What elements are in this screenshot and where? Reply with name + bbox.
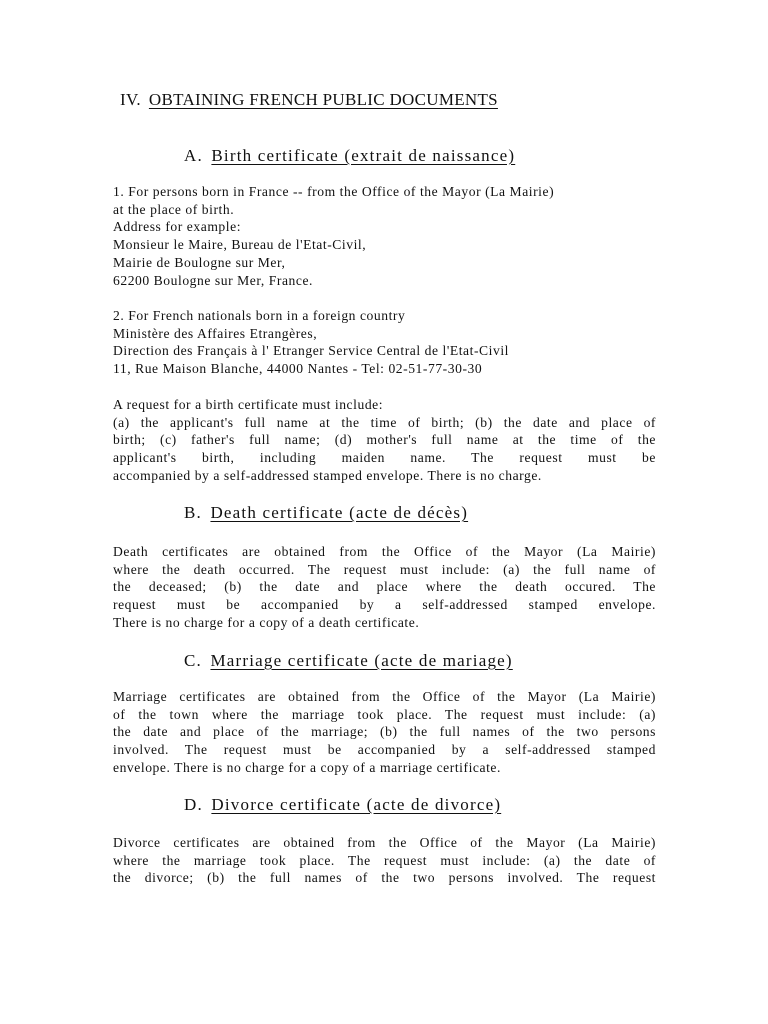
text-line: of the town where the marriage took place. The request must include: (a) — [113, 706, 656, 722]
text-line: where the death occurred. The request must include: (a) the full name of — [113, 561, 656, 577]
title-number: IV. — [120, 90, 141, 109]
section-heading-birth — [184, 146, 515, 166]
text-line: at the place of birth. — [113, 201, 235, 217]
section-heading-text: Marriage certificate (acte de mariage) — [210, 651, 513, 670]
section-heading-death — [184, 503, 468, 523]
text-line: Direction des Français à l' Etranger Service Central de l'Etat-Civil — [113, 343, 509, 359]
text-line: 11, Rue Maison Blanche, 44000 Nantes - Tel: 02-51-77-30-30 — [113, 361, 483, 377]
text-line: Mairie de Boulogne sur Mer, — [113, 254, 286, 270]
text-line: request must be accompanied by a self-addressed stamped envelope. — [113, 597, 656, 613]
divorce-paragraph — [113, 834, 656, 887]
text-line: A request for a birth certificate must include: — [113, 397, 384, 412]
section-heading-text: Divorce certificate (acte de divorce) — [211, 795, 502, 814]
text-line: Death certificates are obtained from the Office of the Mayor (La Mairie) — [113, 544, 656, 559]
text-line: Ministère des Affaires Etrangères, — [113, 325, 318, 341]
text-line: 1. For persons born in France -- from the Office of the Mayor (La Mairie) — [113, 184, 555, 199]
birth-france-paragraph — [113, 183, 656, 289]
text-line: birth; (c) father's full name; (d) mother's full name at the time of the — [113, 432, 656, 448]
section-heading-marriage — [184, 651, 513, 671]
text-line: Marriage certificates are obtained from the Office of the Mayor (La Mairie) — [113, 689, 656, 704]
document-title — [120, 90, 498, 110]
text-line: Divorce certificates are obtained from the Office of the Mayor (La Mairie) — [113, 835, 656, 850]
section-heading-text: Birth certificate (extrait de naissance) — [211, 146, 516, 165]
text-line: the divorce; (b) the full names of the two persons involved. The request — [113, 870, 656, 886]
text-line: Monsieur le Maire, Bureau de l'Etat-Civil, — [113, 237, 367, 253]
text-line: the deceased; (b) the date and place where the death occured. The — [113, 579, 656, 595]
marriage-paragraph — [113, 688, 656, 777]
section-letter: C. — [184, 651, 202, 670]
section-letter: B. — [184, 503, 202, 522]
text-line: (a) the applicant's full name at the time of birth; (b) the date and place of — [113, 414, 656, 430]
section-heading-divorce — [184, 795, 501, 815]
text-line: accompanied by a self-addressed stamped envelope. There is no charge. — [113, 467, 542, 483]
text-line: envelope. There is no charge for a copy of a marriage certificate. — [113, 759, 501, 775]
text-line: Address for example: — [113, 219, 242, 235]
birth-request-paragraph — [113, 396, 656, 485]
text-line: There is no charge for a copy of a death certificate. — [113, 614, 420, 630]
title-text: OBTAINING FRENCH PUBLIC DOCUMENTS — [148, 90, 498, 109]
section-letter: A. — [184, 146, 203, 165]
text-line: where the marriage took place. The request must include: (a) the date of — [113, 852, 656, 868]
birth-foreign-paragraph — [113, 307, 656, 378]
section-heading-text: Death certificate (acte de décès) — [210, 503, 469, 522]
section-letter: D. — [184, 795, 203, 814]
text-line: the date and place of the marriage; (b) the full names of the two persons — [113, 724, 656, 740]
death-paragraph — [113, 543, 656, 632]
text-line: 62200 Boulogne sur Mer, France. — [113, 272, 313, 288]
text-line: involved. The request must be accompanied by a self-addressed stamped — [113, 742, 656, 758]
text-line: applicant's birth, including maiden name. The request must be — [113, 450, 656, 466]
text-line: 2. For French nationals born in a foreign country — [113, 308, 406, 323]
